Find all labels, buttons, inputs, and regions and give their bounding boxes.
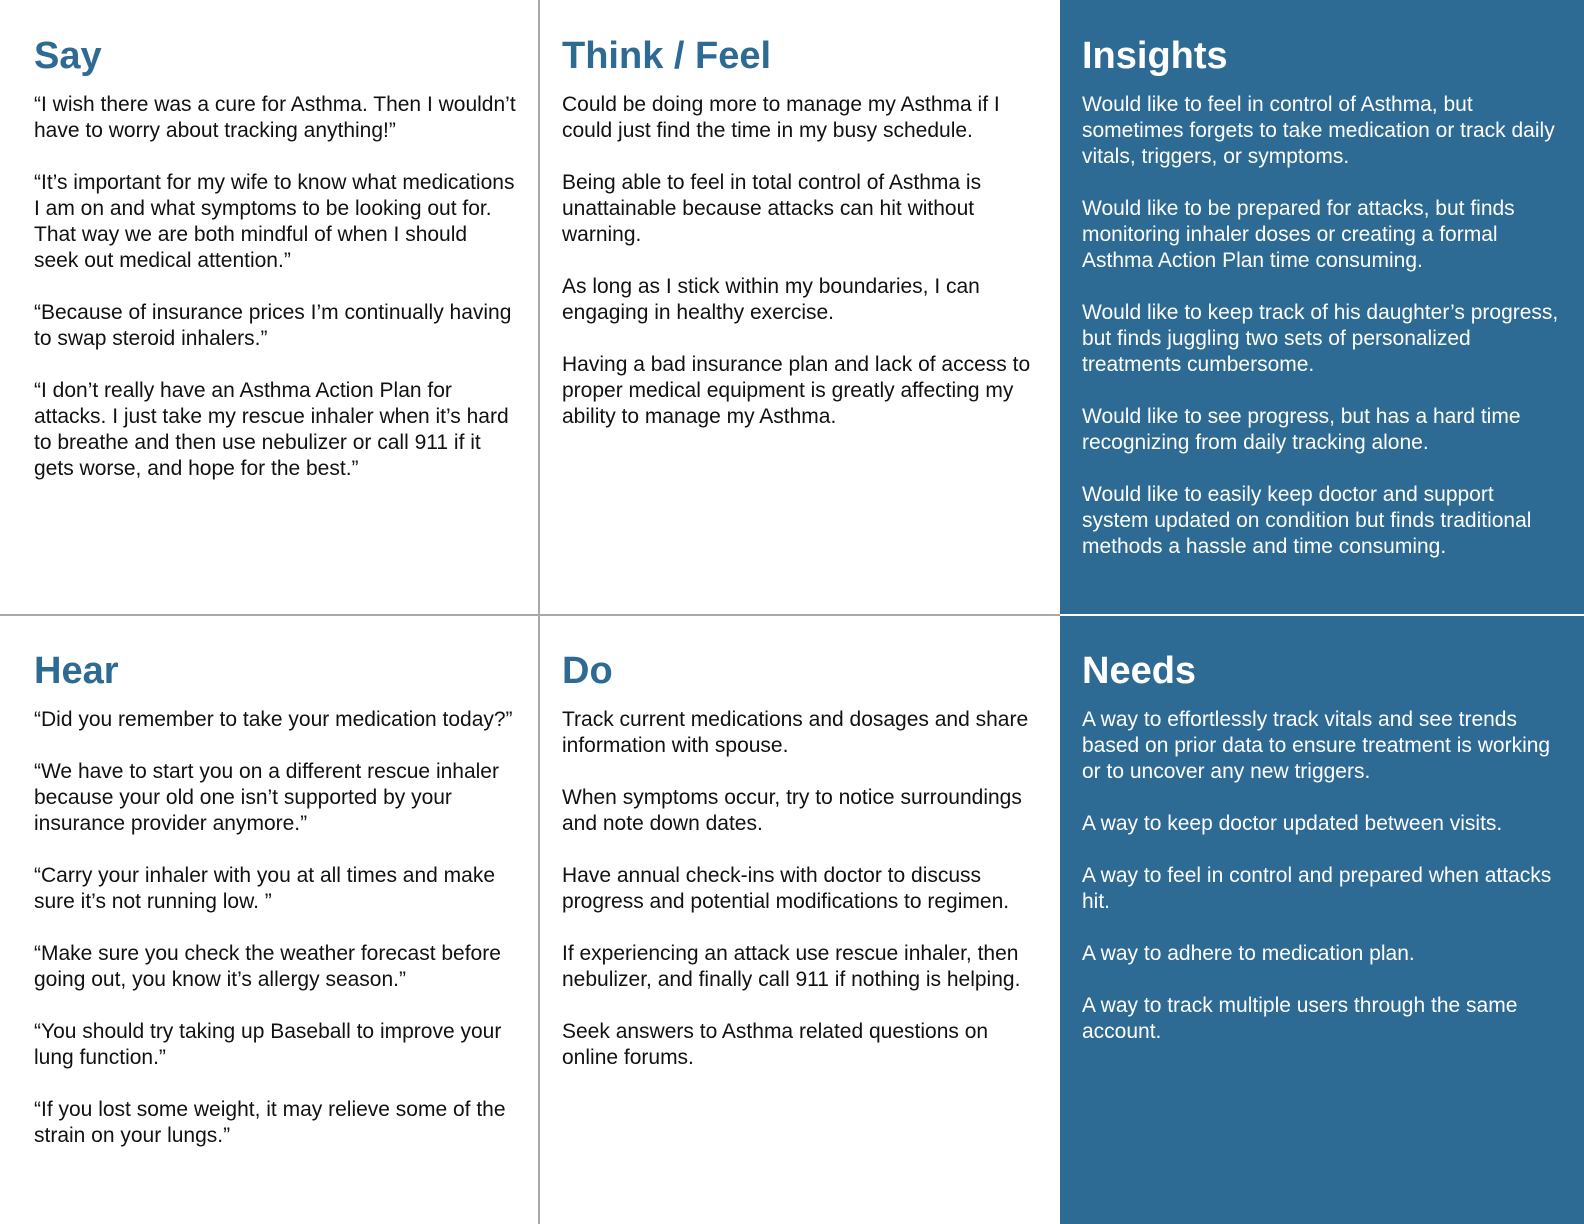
insights-item: Would like to be prepared for attacks, but finds monitoring inhaler doses or creating a formal Asthma Action Plan time consuming. <box>1082 197 1515 272</box>
think-feel-item: Having a bad insurance plan and lack of access to proper medical equipment is greatly affecting my ability to manage my Asthma. <box>562 353 1031 428</box>
think-feel-item: Could be doing more to manage my Asthma if I could just find the time in my busy schedule. <box>562 93 1000 142</box>
say-panel <box>0 0 539 615</box>
needs-item: A way to effortlessly track vitals and see trends based on prior data to ensure treatment is working or to uncover any new triggers. <box>1082 708 1551 783</box>
do-item: If experiencing an attack use rescue inhaler, then nebulizer, and finally call 911 if nothing is helping. <box>562 942 1021 991</box>
say-item: “I wish there was a cure for Asthma. Then I wouldn’t have to worry about tracking anything!” <box>34 93 516 142</box>
think-feel-title: Think / Feel <box>562 35 772 77</box>
insights-panel <box>1060 0 1584 615</box>
think-feel-item: Being able to feel in total control of Asthma is unattainable because attacks can hit without warning. <box>562 171 982 246</box>
insights-title: Insights <box>1082 35 1228 77</box>
hear-item: “Make sure you check the weather forecast before going out, you know it’s allergy season.” <box>34 942 501 991</box>
hear-panel <box>0 615 539 1224</box>
do-item: Have annual check-ins with doctor to discuss progress and potential modifications to regimen. <box>562 864 1010 913</box>
needs-title: Needs <box>1082 650 1197 692</box>
do-item: Seek answers to Asthma related questions on online forums. <box>562 1020 989 1069</box>
insights-item: Would like to feel in control of Asthma, but sometimes forgets to take medication or track daily vitals, triggers, or symptoms. <box>1082 93 1555 168</box>
do-title: Do <box>562 650 613 692</box>
hear-item: “We have to start you on a different rescue inhaler because your old one isn’t supported by your insurance provider anymore.” <box>34 760 499 835</box>
say-item: “It’s important for my wife to know what medications I am on and what symptoms to be looking out for. That way we are both mindful of when I should seek out medical attention.” <box>34 171 515 272</box>
needs-item: A way to track multiple users through the same account. <box>1082 994 1518 1043</box>
hear-item: “If you lost some weight, it may relieve some of the strain on your lungs.” <box>34 1098 506 1147</box>
think-feel-panel <box>539 0 1060 615</box>
do-panel <box>539 615 1060 1224</box>
hear-item: “Did you remember to take your medication today?” <box>34 708 513 731</box>
hear-item: “Carry your inhaler with you at all times and make sure it’s not running low. ” <box>34 864 496 913</box>
needs-item: A way to feel in control and prepared when attacks hit. <box>1082 864 1552 913</box>
insights-item: Would like to keep track of his daughter’s progress, but finds juggling two sets of personalized treatments cumbersome. <box>1082 301 1559 376</box>
do-item: When symptoms occur, try to notice surroundings and note down dates. <box>562 786 1022 835</box>
do-item: Track current medications and dosages and share information with spouse. <box>562 708 1029 757</box>
needs-panel <box>1060 615 1584 1224</box>
needs-item: A way to adhere to medication plan. <box>1082 942 1415 965</box>
needs-item: A way to keep doctor updated between visits. <box>1082 812 1503 835</box>
say-item: “I don’t really have an Asthma Action Plan for attacks. I just take my rescue inhaler when it’s hard to breathe and then use nebulizer or call 911 if it gets worse, and hope for the best.” <box>34 379 509 480</box>
think-feel-item: As long as I stick within my boundaries, I can engaging in healthy exercise. <box>562 275 980 324</box>
say-item: “Because of insurance prices I’m continually having to swap steroid inhalers.” <box>34 301 512 350</box>
hear-item: “You should try taking up Baseball to improve your lung function.” <box>34 1020 502 1069</box>
say-title: Say <box>34 35 102 77</box>
hear-title: Hear <box>34 650 119 692</box>
insights-item: Would like to see progress, but has a hard time recognizing from daily tracking alone. <box>1082 405 1521 454</box>
insights-item: Would like to easily keep doctor and support system updated on condition but finds traditional methods a hassle and time consuming. <box>1082 483 1532 558</box>
